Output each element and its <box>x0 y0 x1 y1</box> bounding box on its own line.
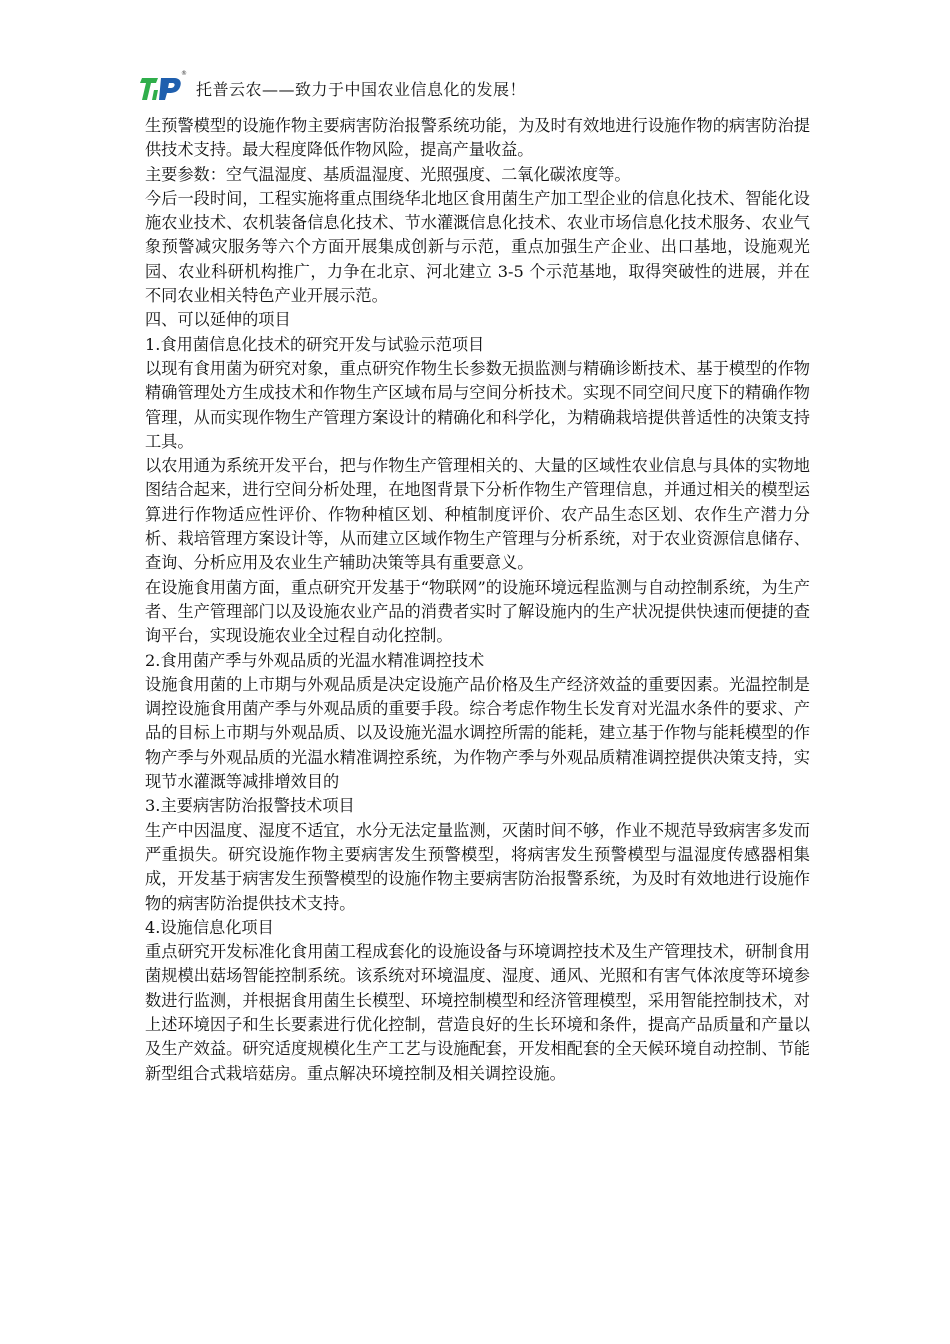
svg-text:®: ® <box>181 70 187 77</box>
document-body <box>145 114 810 1086</box>
body-paragraph: 主要参数：空气温湿度、基质温湿度、光照强度、二氧化碳浓度等。 <box>145 164 631 184</box>
section-heading: 4.设施信息化项目 <box>145 917 274 937</box>
body-paragraph: 以现有食用菌为研究对象，重点研究作物生长参数无损监测与精确诊断技术、基于模型的作物精确管理处方生成技术和作物生产区域布局与空间分析技术。实现不同空间尺度下的精确作物管理，从而实现作物生产管理方案设计的精确化和科学化，为精确栽培提供普适性的决策支持工具。 <box>145 358 810 451</box>
page-header <box>140 66 526 106</box>
header-slogan: 托普云农——致力于中国农业信息化的发展！ <box>196 80 527 99</box>
body-paragraph: 今后一段时间，工程实施将重点围绕华北地区食用菌生产加工型企业的信息化技术、智能化设施农业技术、农机装备信息化技术、节水灌溉信息化技术、农业市场信息化技术服务、农业气象预警减灾服务等六个方面开展集成创新与示范，重点加强生产企业、出口基地，设施观光园、农业科研机构推广，力争在北京、河北建立 3-5 个示范基地，取得突破性的进展，并在不同农业相关特色产业开展示范。 <box>145 188 810 306</box>
section-heading: 2.食用菌产季与外观品质的光温水精准调控技术 <box>145 650 485 670</box>
section-heading: 四、可以延伸的项目 <box>145 310 291 330</box>
body-paragraph: 在设施食用菌方面，重点研究开发基于“物联网”的设施环境远程监测与自动控制系统，为生产者、生产管理部门以及设施农业产品的消费者实时了解设施内的生产状况提供快速而便捷的查询平台，实现设施农业全过程自动化控制。 <box>145 577 810 646</box>
section-heading: 1.食用菌信息化技术的研究开发与试验示范项目 <box>145 334 485 354</box>
body-paragraph: 设施食用菌的上市期与外观品质是决定设施产品价格及生产经济效益的重要因素。光温控制是调控设施食用菌产季与外观品质的重要手段。综合考虑作物生长发育对光温水条件的要求、产品的目标上市期与外观品质、以及设施光温水调控所需的能耗，建立基于作物与能耗模型的作物产季与外观品质的光温水精准调控系统，为作物产季与外观品质精准调控提供决策支持，实现节水灌溉等减排增效目的 <box>145 674 810 792</box>
body-paragraph: 生产中因温度、湿度不适宜，水分无法定量监测，灭菌时间不够，作业不规范导致病害多发而严重损失。研究设施作物主要病害发生预警模型，将病害发生预警模型与温湿度传感器相集成，开发基于病害发生预警模型的设施作物主要病害防治报警系统，为及时有效地进行设施作物的病害防治提供技术支持。 <box>145 820 810 913</box>
section-heading: 3.主要病害防治报警技术项目 <box>145 796 355 816</box>
body-paragraph: 生预警模型的设施作物主要病害防治报警系统功能，为及时有效地进行设施作物的病害防治提供技术支持。最大程度降低作物风险，提高产量收益。 <box>145 116 810 160</box>
body-paragraph: 重点研究开发标准化食用菌工程成套化的设施设备与环境调控技术及生产管理技术，研制食用菌规模出菇场智能控制系统。该系统对环境温度、湿度、通风、光照和有害气体浓度等环境参数进行监测，并根据食用菌生长模型、环境控制模型和经济管理模型，采用智能控制技术，对上述环境因子和生长要素进行优化控制，营造良好的生长环境和条件，提高产品质量和产量以及生产效益。研究适度规模化生产工艺与设施配套，开发相配套的全天候环境自动控制、节能新型组合式栽培菇房。重点解决环境控制及相关调控设施。 <box>145 942 810 1083</box>
body-paragraph: 以农用通为系统开发平台，把与作物生产管理相关的、大量的区域性农业信息与具体的实物地图结合起来，进行空间分析处理，在地图背景下分析作物生产管理信息，并通过相关的模型运算进行作物适应性评价、作物种植区划、种植制度评价、农产品生态区划、农作生产潜力分析、栽培管理方案设计等，从而建立区域作物生产管理与分析系统，对于农业资源信息储存、查询、分析应用及农业生产辅助决策等具有重要意义。 <box>145 456 810 573</box>
tp-logo-icon <box>140 68 188 104</box>
company-logo <box>140 68 188 104</box>
